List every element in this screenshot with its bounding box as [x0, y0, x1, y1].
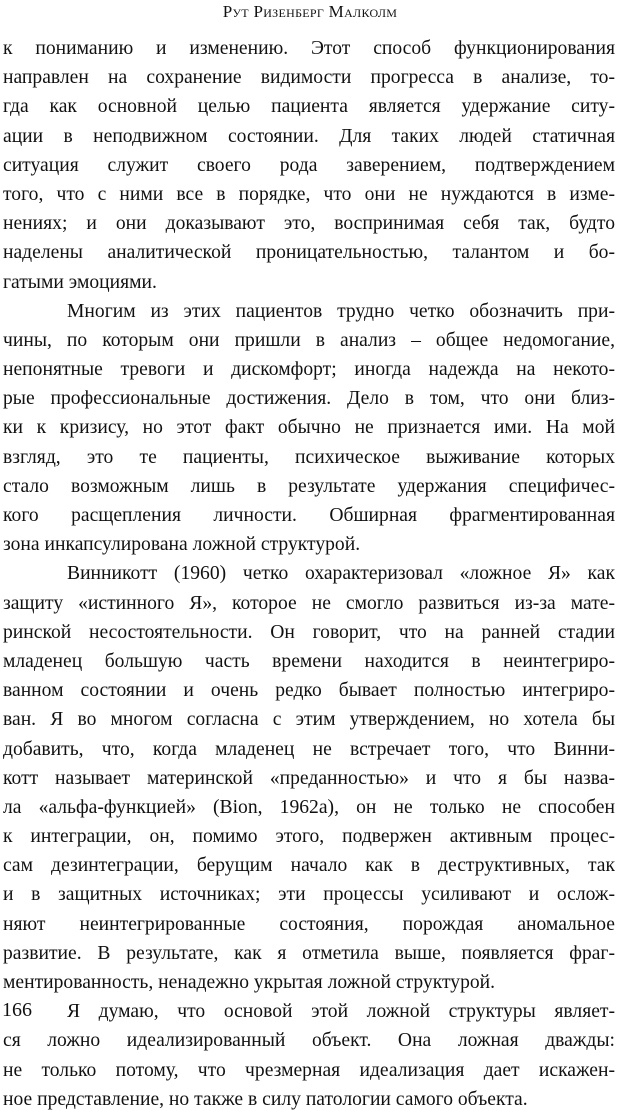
text-line: гатыми эмоциями.: [3, 271, 157, 293]
text-line: не только потому, что чрезмерная идеализация дает искажен-: [3, 1059, 615, 1081]
text-line: ринской несостоятельности. Он говорит, что на ранней стадии: [3, 621, 615, 643]
paragraph: [3, 297, 615, 560]
text-line: ментированность, ненадежно укрытая ложной структурой.: [3, 972, 496, 993]
text-line: непонятные тревоги и дискомфорт; иногда надежда на некото-: [3, 359, 615, 381]
text-line: защиту «истинного Я», которое не смогло развиться из-за мате-: [3, 592, 615, 614]
text-line: ся ложно идеализированный объект. Она ложная дважды:: [3, 1030, 615, 1052]
text-line: сам дезинтеграции, берущим начало как в деструктивных, так: [3, 855, 615, 877]
text-line: добавить, что, когда младенец не встречает того, что Винни-: [3, 738, 615, 760]
text-line: Я думаю, что основой этой ложной структуры являет-: [67, 1001, 615, 1023]
text-line: взгляд, это те пациенты, психическое выживание которых: [3, 446, 615, 468]
text-line: Винникотт (1960) четко охарактеризовал «ложное Я» как: [67, 563, 615, 585]
running-head: Рут Ризенберг Малколм: [222, 2, 398, 21]
page-number: 166: [2, 999, 32, 1021]
text-line: ное представление, но также в силу патологии самого объекта.: [3, 1088, 528, 1110]
paragraph: [3, 34, 615, 297]
text-line: наделены аналитической проницательностью, талантом и бо-: [3, 242, 615, 264]
text-line: рые профессиональные достижения. Дело в том, что они близ-: [3, 388, 615, 410]
text-line: к пониманию и изменению. Этот способ функционирования: [3, 38, 615, 59]
text-line: ванном состоянии и очень редко бывает полностью интегриро-: [3, 680, 615, 702]
paragraph: [3, 559, 615, 997]
text-line: ван. Я во многом согласна с этим утверждением, но хотела бы: [3, 709, 615, 731]
text-line: ации в неподвижном состоянии. Для таких людей статичная: [3, 125, 615, 147]
text-line: того, что с ними все в порядке, что они не нуждаются в изме-: [3, 183, 615, 205]
text-line: стало возможным лишь в результате удержания специфичес-: [3, 475, 615, 497]
text-line: кого расщепления личности. Обширная фрагментированная: [3, 505, 615, 526]
text-line: направлен на сохранение видимости прогресса в анализе, то-: [3, 67, 615, 89]
text-line: ки к кризису, но этот факт обычно не признается ими. На мой: [3, 417, 615, 439]
text-line: Многим из этих пациентов трудно четко обозначить при-: [67, 300, 615, 322]
body-text: [3, 34, 615, 1114]
text-line: няют неинтегрированные состояния, порождая аномальное: [3, 913, 615, 935]
text-line: гда как основной целью пациента является удержание ситу-: [3, 96, 615, 118]
text-line: к интеграции, он, помимо этого, подвержен активным процес-: [3, 826, 615, 848]
text-line: чины, по которым они пришли в анализ – общее недомогание,: [3, 329, 615, 351]
text-line: зона инкапсулирована ложной структурой.: [3, 534, 361, 556]
text-line: котт называет материнской «преданностью» и что я бы назва-: [3, 767, 615, 789]
text-line: и в защитных источниках; эти процессы усиливают и ослож-: [3, 884, 615, 906]
text-line: развитие. В результате, как я отметила выше, появляется фраг-: [3, 942, 615, 964]
text-line: младенец большую часть времени находится в неинтегриро-: [3, 650, 615, 672]
text-line: ла «альфа-функцией» (Bion, 1962a), он не только не способен: [3, 796, 615, 818]
paragraph: [3, 997, 615, 1114]
text-line: нениях; и они доказывают это, воспринимая себя так, будто: [3, 213, 615, 235]
text-line: ситуация служит своего рода заверением, подтверждением: [3, 154, 615, 176]
